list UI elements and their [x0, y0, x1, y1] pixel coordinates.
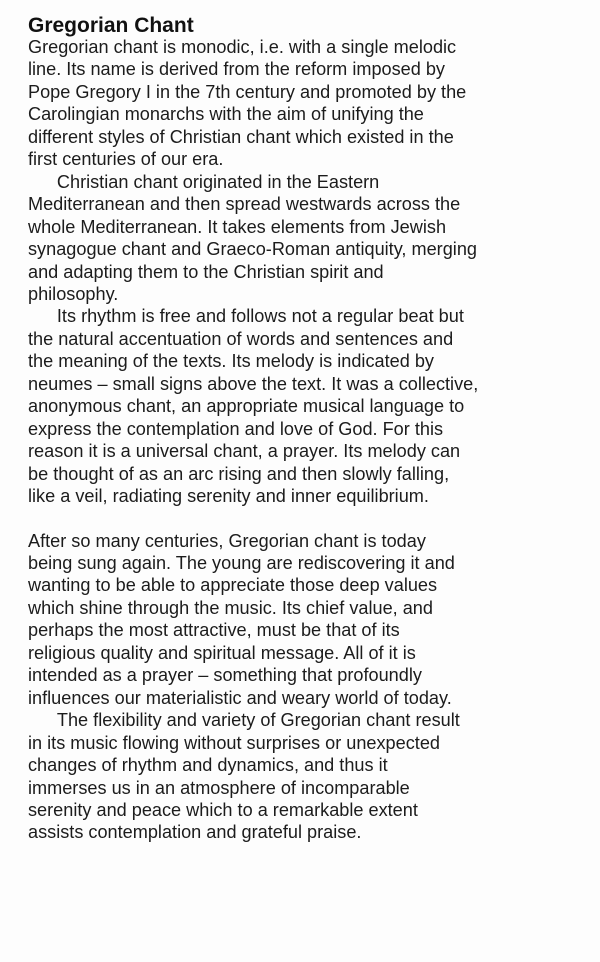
text-line: wanting to be able to appreciate those deep values — [28, 575, 438, 596]
text-line: first centuries of our era. — [28, 149, 224, 170]
text-line: Carolingian monarchs with the aim of unifying the — [28, 104, 424, 125]
text-line: Pope Gregory I in the 7th century and promoted by the — [28, 81, 467, 102]
text-line: and adapting them to the Christian spirit and — [28, 261, 384, 282]
text-line: changes of rhythm and dynamics, and thus it — [28, 755, 388, 776]
text-line: intended as a prayer – something that profoundly — [28, 665, 422, 686]
document-body — [28, 36, 590, 844]
text-line: synagogue chant and Graeco-Roman antiquity, merging — [28, 239, 477, 260]
paragraph — [28, 530, 590, 710]
text-line: assists contemplation and grateful praise. — [28, 822, 362, 843]
paragraph — [28, 305, 590, 507]
text-line: express the contemplation and love of God. For this — [28, 418, 444, 439]
text-line: religious quality and spiritual message. All of it is — [28, 642, 416, 663]
text-line: the natural accentuation of words and sentences and — [28, 328, 454, 349]
text-line: Mediterranean and then spread westwards across the — [28, 194, 461, 215]
paragraph — [28, 171, 590, 306]
text-line: Gregorian chant is monodic, i.e. with a single melodic — [28, 37, 457, 57]
text-line: serenity and peace which to a remarkable extent — [28, 799, 418, 820]
text-line: line. Its name is derived from the reform imposed by — [28, 59, 445, 80]
section-gap — [28, 508, 590, 530]
text-line: The flexibility and variety of Gregorian chant result — [56, 710, 460, 731]
text-line: which shine through the music. Its chief value, and — [28, 597, 433, 618]
paragraph — [28, 709, 590, 844]
text-line: be thought of as an arc rising and then slowly falling, — [28, 463, 450, 484]
text-line: anonymous chant, an appropriate musical language to — [28, 396, 465, 417]
text-line: Christian chant originated in the Eastern — [56, 171, 380, 192]
text-line: philosophy. — [28, 283, 119, 304]
text-line: being sung again. The young are rediscovering it and — [28, 552, 455, 573]
page-title: Gregorian Chant — [28, 14, 194, 37]
text-line: in its music flowing without surprises or unexpected — [28, 732, 440, 753]
paragraph — [28, 36, 590, 171]
text-line: immerses us in an atmosphere of incomparable — [28, 777, 410, 798]
text-line: reason it is a universal chant, a prayer. Its melody can — [28, 441, 461, 462]
text-line: different styles of Christian chant which existed in the — [28, 126, 454, 147]
text-line: perhaps the most attractive, must be that of its — [28, 620, 400, 641]
text-line: After so many centuries, Gregorian chant is today — [28, 530, 426, 551]
text-line: neumes – small signs above the text. It was a collective, — [28, 373, 479, 394]
text-line: like a veil, radiating serenity and inner equilibrium. — [28, 486, 429, 507]
text-line: the meaning of the texts. Its melody is indicated by — [28, 351, 434, 372]
text-line: Its rhythm is free and follows not a regular beat but — [56, 306, 464, 327]
text-line: whole Mediterranean. It takes elements from Jewish — [28, 216, 447, 237]
text-line: influences our materialistic and weary world of today. — [28, 687, 452, 708]
